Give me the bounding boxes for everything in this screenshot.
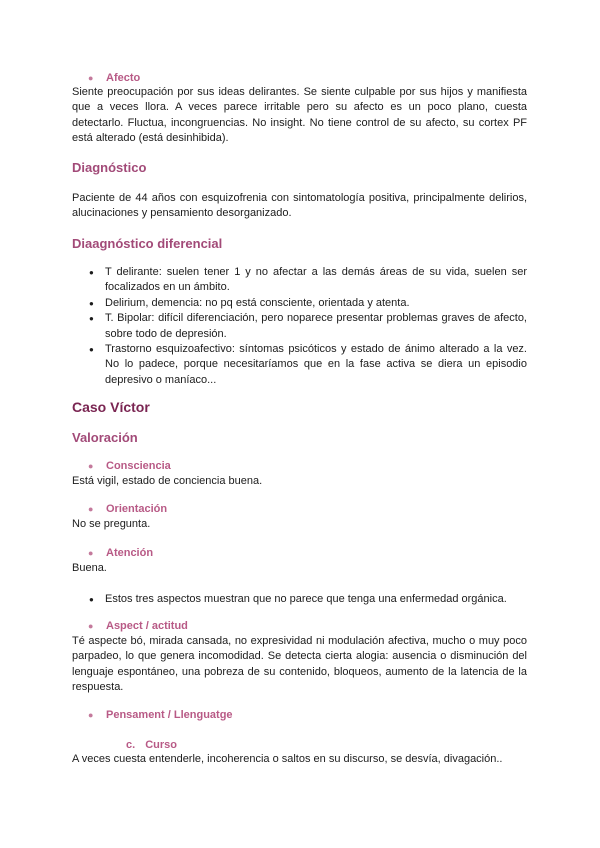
- afecto-heading: [88, 72, 140, 84]
- curso-letter: c.: [126, 739, 136, 751]
- list-item: ● Estos tres aspectos muestran que no parece que tenga una enfermedad orgánica.: [89, 592, 527, 607]
- curso-text: A veces cuesta entenderle, incoherencia o saltos en su discurso, se desvía, divagación..: [72, 753, 503, 765]
- bullet-icon: ●: [88, 710, 94, 720]
- organic-note-list: [89, 592, 527, 607]
- bullet-icon: ●: [88, 548, 94, 558]
- afecto-label: Afecto: [106, 72, 141, 84]
- valoracion-heading: Valoración: [72, 430, 138, 445]
- consciencia-heading: [88, 460, 171, 472]
- list-item: ● T delirante: suelen tener 1 y no afectar a las demás áreas de su vida, suelen ser focalizados en un ámbito.: [89, 265, 527, 296]
- bullet-icon: ●: [88, 73, 94, 83]
- list-item: ● Trastorno esquizoafectivo: síntomas psicóticos y estado de ánimo alterado a la vez. No lo padece, porque necesitaríamos que en la fase activa se diera un episodio depresivo o maníaco...: [89, 342, 527, 388]
- atencion-label: Atención: [106, 547, 154, 559]
- caso-title: Caso Víctor: [72, 399, 150, 415]
- curso-heading: [126, 739, 177, 751]
- bullet-icon: ●: [88, 461, 94, 471]
- orientacion-heading: [88, 503, 167, 515]
- atencion-heading: [88, 547, 153, 559]
- consciencia-label: Consciencia: [106, 460, 171, 472]
- list-item: ● T. Bipolar: difícil diferenciación, pero noparece presentar problemas graves de afecto, sobre todo de depresión.: [89, 311, 527, 342]
- afecto-paragraph: Siente preocupación por sus ideas delirantes. Se siente culpable por sus hijos y manifiesta que a veces llora. A veces parece irritable pero su afecto es un poco plano, cuesta detectarlo. Fluctua, incongruencias. No insight. No tiene control de su afecto, su cortex PF está alterado (está desinhibida).: [72, 86, 527, 145]
- diagnostico-heading: Diagnóstico: [72, 160, 147, 175]
- orientacion-label: Orientación: [106, 503, 168, 515]
- diferencial-list: [89, 265, 527, 388]
- pensament-heading: [88, 709, 233, 721]
- bullet-icon: ●: [88, 504, 94, 514]
- diferencial-heading: Diaagnóstico diferencial: [72, 236, 223, 251]
- aspecto-heading: [88, 620, 188, 632]
- atencion-text: Buena.: [72, 562, 107, 574]
- aspecto-label: Aspect / actitud: [106, 620, 188, 632]
- curso-label: Curso: [145, 739, 177, 751]
- consciencia-text: Está vigil, estado de conciencia buena.: [72, 475, 263, 487]
- pensament-label: Pensament / Llenguatge: [106, 709, 233, 721]
- diagnostico-paragraph: Paciente de 44 años con esquizofrenia con sintomatología positiva, principalmente delirios, alucinaciones y pensamiento desorganizado.: [72, 192, 527, 220]
- list-item: ● Delirium, demencia: no pq está consciente, orientada y atenta.: [89, 296, 527, 311]
- aspecto-paragraph: Té aspecte bó, mirada cansada, no expresividad ni modulación afectiva, mucho o muy poco parpadeo, lo que genera incomodidad. Se detecta cierta alogia: ausencia o disminución del lenguaje espontáneo, una pobreza de su contenido, bloqueos, aumento de la latencia de la respuesta.: [72, 635, 527, 694]
- bullet-icon: ●: [88, 621, 94, 631]
- orientacion-text: No se pregunta.: [72, 518, 151, 530]
